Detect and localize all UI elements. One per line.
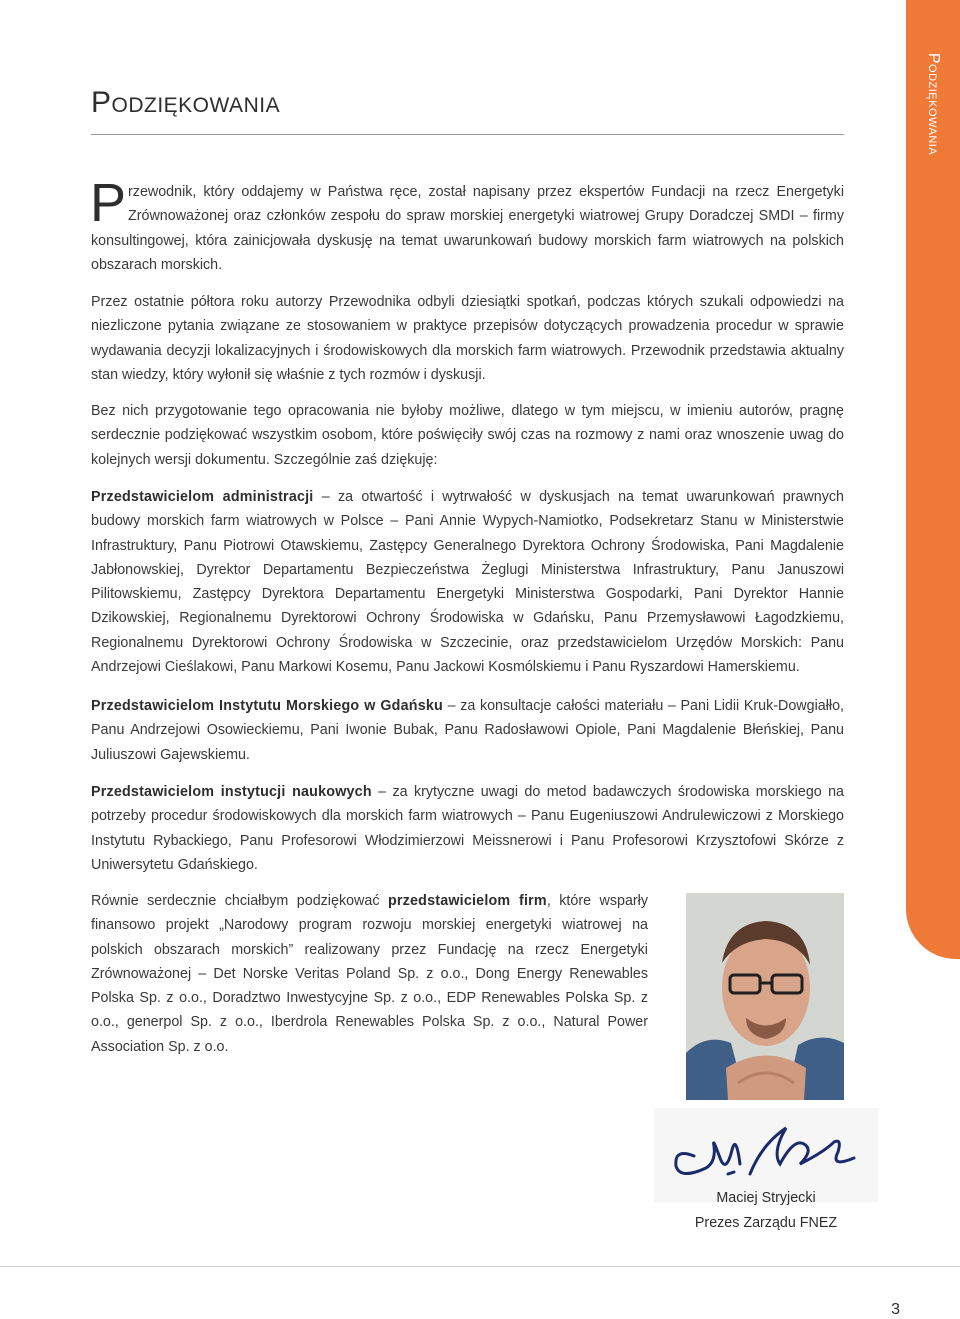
signature-scribble [654, 1108, 878, 1202]
paragraph-thanks: Bez nich przygotowanie tego opracowania nie byłoby możliwe, dlatego w tym miejscu, w imieniu autorów, pragnę serdecznie podziękować wszystkim osobom, które poświęciły swój czas na rozmowy z nami oraz wnoszenie uwag do kolejnych wersji dokumentu. Szczególnie zaś dziękuję: [91, 403, 844, 468]
paragraph-maritime-institute [91, 694, 844, 767]
text-maritime-institute: – za konsultacje całości materiału – Pani Lidii Kruk-Dowgiałło, Panu Andrzejowi Osowieckiemu, Pani Iwonie Bubak, Panu Radosławowi Opiole, Pani Magdalenie Błeńskiej, Panu Juliuszowi Gajewskiemu. [91, 698, 844, 763]
text-administration: – za otwartość i wytrwałość w dyskusjach na temat uwarunkowań prawnych budowy morskich farm wiatrowych w Polsce – Pani Annie Wypych-Namiotko, Podsekretarz Stanu w Ministerstwie Infrastruktury, Panu Piotrowi Otawskiemu, Zastępcy Generalnego Dyrektora Ochrony Środowiska, Pani Magdalenie Jabłonowskiej, Dyrektor Departamentu Bezpieczeństwa Żeglugi Ministerstwa Infrastruktury, Panu Januszowi Pilitowskiemu, Zastępcy Dyrektora Departamentu Energetyki Ministerstwa Gospodarki, Pani Dyrektor Hannie Dzikowskiej, Regionalnemu Dyrektorowi Ochrony Środowiska w Gdańsku, Panu Przemysławowi Łagodzkiemu, Regionalnemu Dyrektorowi Ochrony Środowiska w Szczecinie, oraz przedstawicielom Urzędów Morskich: Panu Andrzejowi Cieślakowi, Panu Markowi Kosemu, Panu Jackowi Kosmólskiemu i Panu Ryszardowi Hamerskiemu. [91, 489, 844, 676]
lead-companies: przedstawicielom firm [387, 893, 547, 909]
footer-divider [0, 1266, 960, 1267]
text-companies-intro: Równie serdecznie chciałbym podziękować [91, 893, 388, 909]
author-photo [686, 893, 844, 1100]
signer-name: Maciej Stryjecki [716, 1190, 816, 1206]
paragraph-scientific [91, 780, 844, 877]
page-title: Podziękowania [91, 86, 281, 119]
lead-maritime-institute: Przedstawicielom Instytutu Morskiego w Gdańsku [91, 698, 443, 714]
paragraph-meetings: Przez ostatnie półtora roku autorzy Przewodnika odbyli dziesiątki spotkań, podczas których szukali odpowiedzi na niezliczone pytania związane ze stosowaniem w praktyce przepisów dotyczących prowadzenia procedur w sprawie wydawania decyzji lokalizacyjnych i środowiskowych dla morskich farm wiatrowych. Przewodnik przedstawia aktualny stan wiedzy, który wyłonił się właśnie z tych rozmów i dyskusji. [91, 294, 844, 383]
text-companies: , które wsparły finansowo projekt „Narodowy program rozwoju morskiej energetyki wiatrowej na polskich obszarach morskich” realizowany przez Fundację na rzecz Energetyki Zrównoważonej – Det Norske Veritas Poland Sp. z o.o., Dong Energy Renewables Polska Sp. z o.o., Doradztwo Inwestycyjne Sp. z o.o., EDP Renewables Polska Sp. z o.o., generpol Sp. z o.o., Iberdrola Renewables Polska Sp. z o.o., Natural Power Association Sp. z o.o. [91, 893, 648, 1055]
side-tab-label: Podziękowania [925, 52, 942, 156]
section-side-tab [906, 0, 960, 959]
lead-scientific: Przedstawicielom instytucji naukowych [91, 784, 372, 800]
signature-area [654, 1108, 878, 1202]
intro-text: rzewodnik, który oddajemy w Państwa ręce, został napisany przez ekspertów Fundacji na rzecz Energetyki Zrównoważonej oraz członków zespołu do spraw morskiej energetyki wiatrowej Grupy Doradczej SMDI – firmy konsultingowej, która zainicjowała dyskusję na temat uwarunkowań budowy morskich farm wiatrowych na polskich obszarach morskich. [91, 184, 844, 273]
paragraph-administration [91, 485, 844, 679]
paragraph-companies [91, 889, 648, 1059]
intro-paragraph [90, 173, 844, 277]
page-number: 3 [891, 1301, 900, 1318]
text-scientific: – za krytyczne uwagi do metod badawczych środowiska morskiego na potrzeby procedur środowiskowych dla morskich farm wiatrowych – Panu Eugeniuszowi Andrulewiczowi z Morskiego Instytutu Rybackiego, Panu Profesorowi Włodzimierzowi Meissnerowi i Panu Profesorowi Krzysztofowi Skórze z Uniwersytetu Gdańskiego. [91, 784, 844, 873]
lead-administration: Przedstawicielom administracji [91, 489, 314, 505]
drop-cap: P [90, 173, 127, 233]
signer-role: Prezes Zarządu FNEZ [694, 1215, 838, 1231]
portrait-illustration [686, 893, 844, 1100]
title-divider [91, 134, 844, 135]
